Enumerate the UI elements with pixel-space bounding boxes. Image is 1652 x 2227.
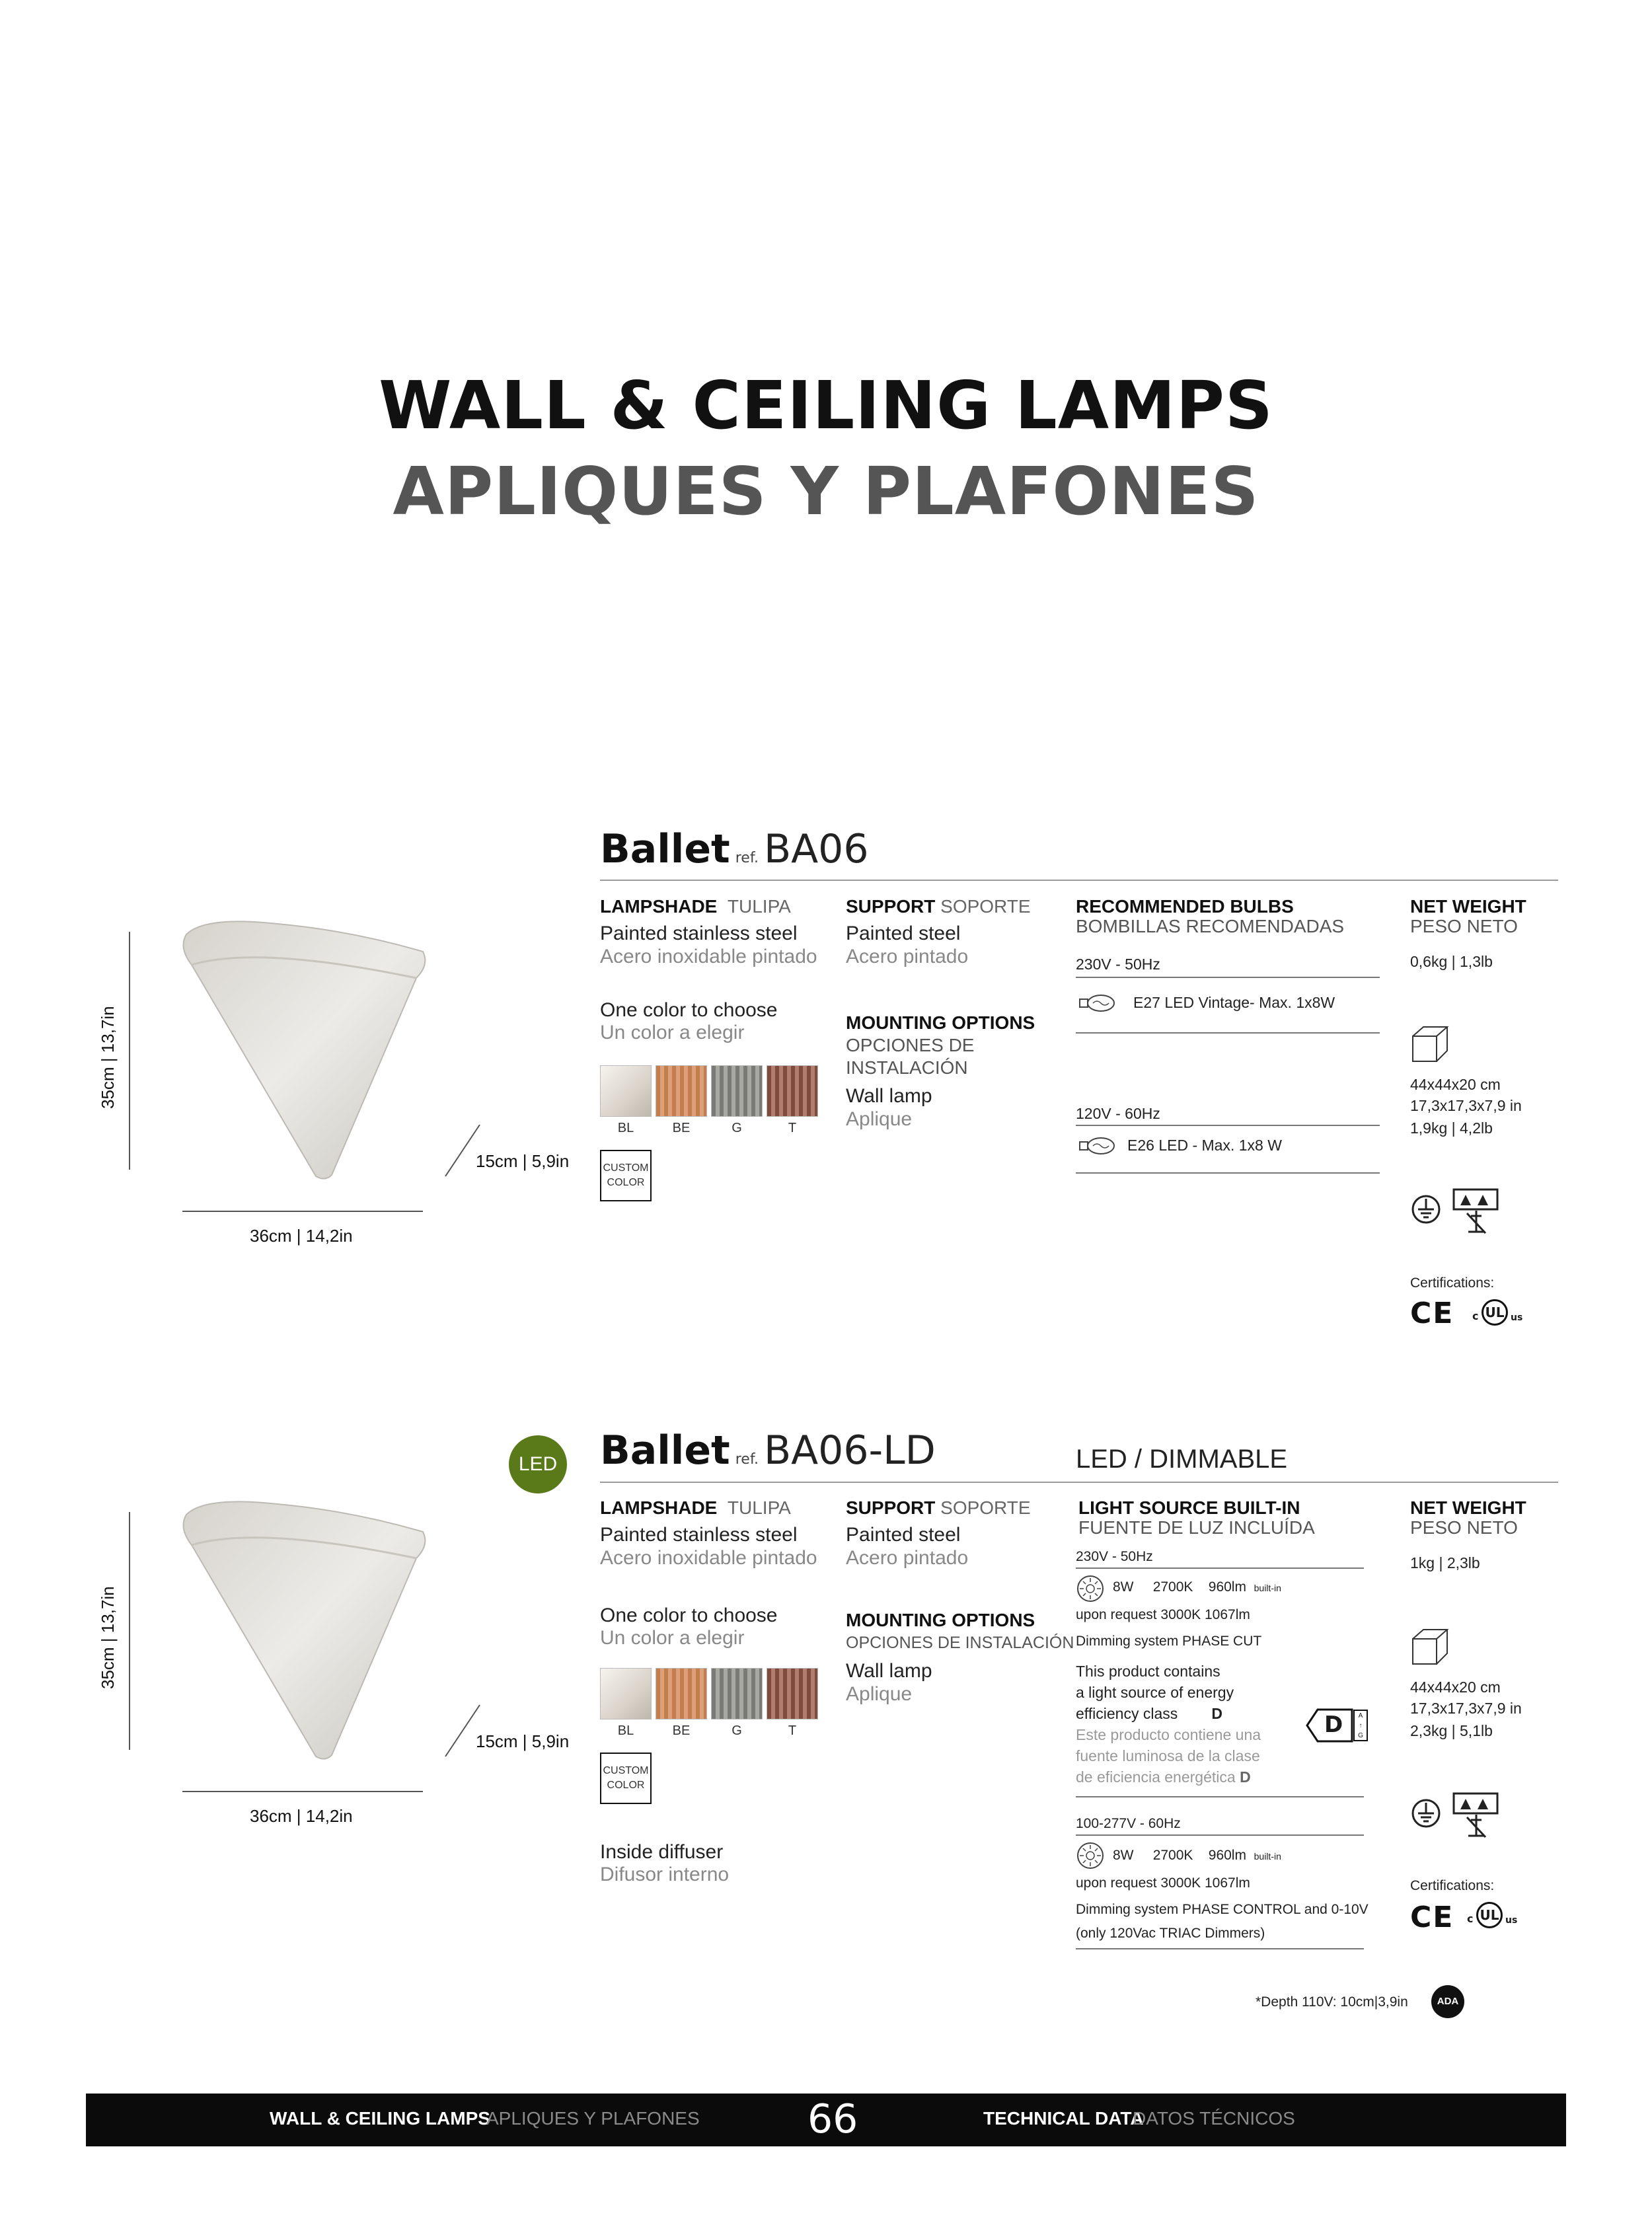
- lamp-photo: [178, 1499, 430, 1763]
- support-label: SUPPORT SOPORTE: [846, 896, 1031, 917]
- product-subtitle: LED / DIMMABLE: [1076, 1445, 1288, 1474]
- spec-row: 8W 2700K 960lm built-in: [1113, 1579, 1281, 1595]
- install-warning-icon: [1451, 1187, 1500, 1236]
- net-weight-value: 1kg | 2,3lb: [1410, 1554, 1480, 1571]
- box-dimensions-in: 17,3x17,3x7,9 in: [1410, 1097, 1522, 1114]
- spec-row: 8W 2700K 960lm built-in: [1113, 1848, 1281, 1863]
- height-line: [129, 932, 130, 1170]
- bulbs-label: RECOMMENDED BULBS: [1076, 896, 1294, 917]
- voltage-100-277: 100-277V - 60Hz: [1076, 1816, 1181, 1831]
- height-line: [129, 1512, 130, 1750]
- ce-mark-icon: CE: [1410, 1297, 1454, 1330]
- swatch-be[interactable]: [656, 1668, 707, 1719]
- energy-text-es: fuente luminosa de la clase: [1076, 1747, 1260, 1764]
- bulbs-label-es: BOMBILLAS RECOMENDADAS: [1076, 916, 1345, 936]
- lampshade-label: LAMPSHADE TULIPA: [600, 896, 791, 917]
- divider: [1076, 1834, 1364, 1836]
- ref-code: BA06: [763, 826, 869, 872]
- bulb-icon: [1076, 991, 1118, 1015]
- upon-request: upon request 3000K 1067lm: [1076, 1875, 1250, 1891]
- lampshade-material: Painted stainless steel: [600, 1524, 798, 1546]
- title-rule: [600, 880, 1558, 881]
- divider: [1076, 1796, 1364, 1797]
- led-chip-icon: [1076, 1574, 1105, 1603]
- product-title: [600, 1427, 936, 1474]
- lampshade-material-es: Acero inoxidable pintado: [600, 1547, 817, 1569]
- page-subtitle: APLIQUES Y PLAFONES: [393, 453, 1259, 530]
- box-icon: [1410, 1024, 1450, 1064]
- color-choice-es: Un color a elegir: [600, 1022, 745, 1043]
- net-weight-label-es: PESO NETO: [1410, 916, 1518, 936]
- bulb-icon: [1076, 1134, 1118, 1158]
- divider: [1076, 1172, 1380, 1174]
- voltage-230: 230V - 50Hz: [1076, 956, 1160, 973]
- energy-text: a light source of energy: [1076, 1684, 1234, 1701]
- ul-mark-icon: c UL us: [1467, 1901, 1526, 1931]
- box-dimensions-in: 17,3x17,3x7,9 in: [1410, 1700, 1522, 1717]
- width-dimension: 36cm | 14,2in: [250, 1806, 353, 1826]
- depth-dimension: 15cm | 5,9in: [476, 1151, 570, 1171]
- energy-text: efficiency class D: [1076, 1705, 1223, 1722]
- net-weight-value: 0,6kg | 1,3lb: [1410, 953, 1493, 970]
- lamp-photo: [178, 919, 430, 1183]
- dimming-note: (only 120Vac TRIAC Dimmers): [1076, 1926, 1265, 1941]
- lampshade-material: Painted stainless steel: [600, 923, 798, 944]
- support-material: Painted steel: [846, 923, 961, 944]
- box-weight: 1,9kg | 4,2lb: [1410, 1119, 1493, 1137]
- swatch-label: T: [788, 1121, 797, 1135]
- swatch-label: G: [732, 1723, 742, 1738]
- swatch-g[interactable]: [711, 1065, 763, 1117]
- mounting-label-es: OPCIONES DE INSTALACIÓN: [846, 1634, 1074, 1652]
- page-number: 66: [807, 2096, 858, 2142]
- lampshade-label: LAMPSHADE TULIPA: [600, 1497, 791, 1518]
- swatch-t[interactable]: [767, 1668, 818, 1719]
- upon-request: upon request 3000K 1067lm: [1076, 1607, 1250, 1622]
- ref-label: ref.: [735, 850, 759, 866]
- mounting-label-es: OPCIONES DE: [846, 1035, 975, 1055]
- ada-badge-icon: ADA: [1431, 1985, 1464, 2018]
- swatch-bl[interactable]: [600, 1065, 652, 1117]
- divider: [1076, 1567, 1364, 1569]
- light-source-label-es: FUENTE DE LUZ INCLUÍDA: [1078, 1517, 1315, 1538]
- swatch-label: G: [732, 1121, 742, 1135]
- depth-note: *Depth 110V: 10cm|3,9in: [1256, 1994, 1408, 2010]
- width-line: [182, 1791, 423, 1792]
- product-name: Ballet: [600, 826, 730, 872]
- swatch-label: T: [788, 1723, 797, 1738]
- color-choice: One color to choose: [600, 1604, 778, 1626]
- color-choice: One color to choose: [600, 999, 778, 1021]
- swatch-label: BE: [672, 1723, 691, 1738]
- color-choice-es: Un color a elegir: [600, 1627, 745, 1649]
- divider: [1076, 1948, 1364, 1949]
- mounting-label: MOUNTING OPTIONS: [846, 1610, 1035, 1630]
- light-source-label: LIGHT SOURCE BUILT-IN: [1078, 1497, 1300, 1518]
- swatch-g[interactable]: [711, 1668, 763, 1719]
- box-dimensions-cm: 44x44x20 cm: [1410, 1679, 1501, 1696]
- custom-color-box[interactable]: CUSTOM COLOR: [600, 1753, 652, 1804]
- mounting-value-es: Aplique: [846, 1683, 913, 1705]
- divider: [1076, 1125, 1380, 1126]
- led-badge: LED: [509, 1435, 567, 1493]
- height-dimension: 35cm | 13,7in: [98, 1586, 118, 1689]
- swatch-be[interactable]: [656, 1065, 707, 1117]
- mounting-label: MOUNTING OPTIONS: [846, 1012, 1035, 1033]
- box-weight: 2,3kg | 5,1lb: [1410, 1722, 1493, 1739]
- mounting-value-es: Aplique: [846, 1108, 913, 1130]
- width-line: [182, 1211, 423, 1212]
- swatch-label: BL: [617, 1723, 634, 1738]
- certifications-label: Certifications:: [1410, 1275, 1495, 1291]
- voltage-230: 230V - 50Hz: [1076, 1549, 1153, 1564]
- diffuser-es: Difusor interno: [600, 1864, 730, 1885]
- bulb-e26: E26 LED - Max. 1x8 W: [1127, 1137, 1282, 1154]
- ul-mark-icon: c UL us: [1472, 1298, 1532, 1328]
- bulb-e27: E27 LED Vintage- Max. 1x8W: [1133, 994, 1335, 1011]
- width-dimension: 36cm | 14,2in: [250, 1226, 353, 1246]
- footer-section-es: APLIQUES Y PLAFONES: [486, 2108, 700, 2129]
- led-chip-icon: [1076, 1841, 1105, 1870]
- energy-text-es: de eficiencia energética D: [1076, 1768, 1251, 1786]
- swatch-label: BL: [617, 1121, 634, 1135]
- ce-mark-icon: CE: [1410, 1901, 1454, 1934]
- dimming-system: Dimming system PHASE CONTROL and 0-10V: [1076, 1902, 1369, 1917]
- footer-technical-es: DATOS TÉCNICOS: [1133, 2108, 1295, 2129]
- divider: [1076, 977, 1380, 978]
- divider: [1076, 1032, 1380, 1034]
- net-weight-label: NET WEIGHT: [1410, 1497, 1526, 1518]
- footer-technical-en: TECHNICAL DATA: [983, 2108, 1144, 2129]
- page-title: WALL & CEILING LAMPS: [379, 367, 1273, 444]
- dimming-system: Dimming system PHASE CUT: [1076, 1634, 1262, 1649]
- energy-text: This product contains: [1076, 1663, 1220, 1680]
- box-dimensions-cm: 44x44x20 cm: [1410, 1076, 1501, 1093]
- custom-color-box[interactable]: CUSTOM COLOR: [600, 1150, 652, 1201]
- product-title: [600, 826, 869, 872]
- energy-text-es: Este producto contiene una: [1076, 1726, 1261, 1743]
- product-name: Ballet: [600, 1427, 730, 1474]
- lampshade-material-es: Acero inoxidable pintado: [600, 946, 817, 967]
- voltage-120: 120V - 60Hz: [1076, 1105, 1160, 1122]
- depth-dimension: 15cm | 5,9in: [476, 1731, 570, 1751]
- diffuser: Inside diffuser: [600, 1841, 724, 1863]
- mounting-value: Wall lamp: [846, 1085, 932, 1107]
- support-label: SUPPORT SOPORTE: [846, 1497, 1031, 1518]
- swatch-bl[interactable]: [600, 1668, 652, 1719]
- ground-icon: [1410, 1193, 1442, 1225]
- footer-bar: [86, 2094, 1566, 2146]
- install-warning-icon: [1451, 1791, 1500, 1840]
- support-material-es: Acero pintado: [846, 1547, 969, 1569]
- height-dimension: 35cm | 13,7in: [98, 1006, 118, 1109]
- ref-code: BA06-LD: [763, 1427, 936, 1474]
- footer-section-en: WALL & CEILING LAMPS: [270, 2108, 490, 2129]
- ref-label: ref.: [735, 1451, 759, 1468]
- swatch-t[interactable]: [767, 1065, 818, 1117]
- support-material-es: Acero pintado: [846, 946, 969, 967]
- certifications-label: Certifications:: [1410, 1878, 1495, 1893]
- mounting-label-es-2: INSTALACIÓN: [846, 1057, 968, 1078]
- box-icon: [1410, 1627, 1450, 1667]
- net-weight-label-es: PESO NETO: [1410, 1517, 1518, 1538]
- net-weight-label: NET WEIGHT: [1410, 896, 1526, 917]
- ground-icon: [1410, 1797, 1442, 1829]
- energy-label-icon: D A ↑ G: [1306, 1708, 1369, 1743]
- mounting-value: Wall lamp: [846, 1660, 932, 1682]
- swatch-label: BE: [672, 1121, 691, 1135]
- support-material: Painted steel: [846, 1524, 961, 1546]
- title-rule: [600, 1482, 1558, 1483]
